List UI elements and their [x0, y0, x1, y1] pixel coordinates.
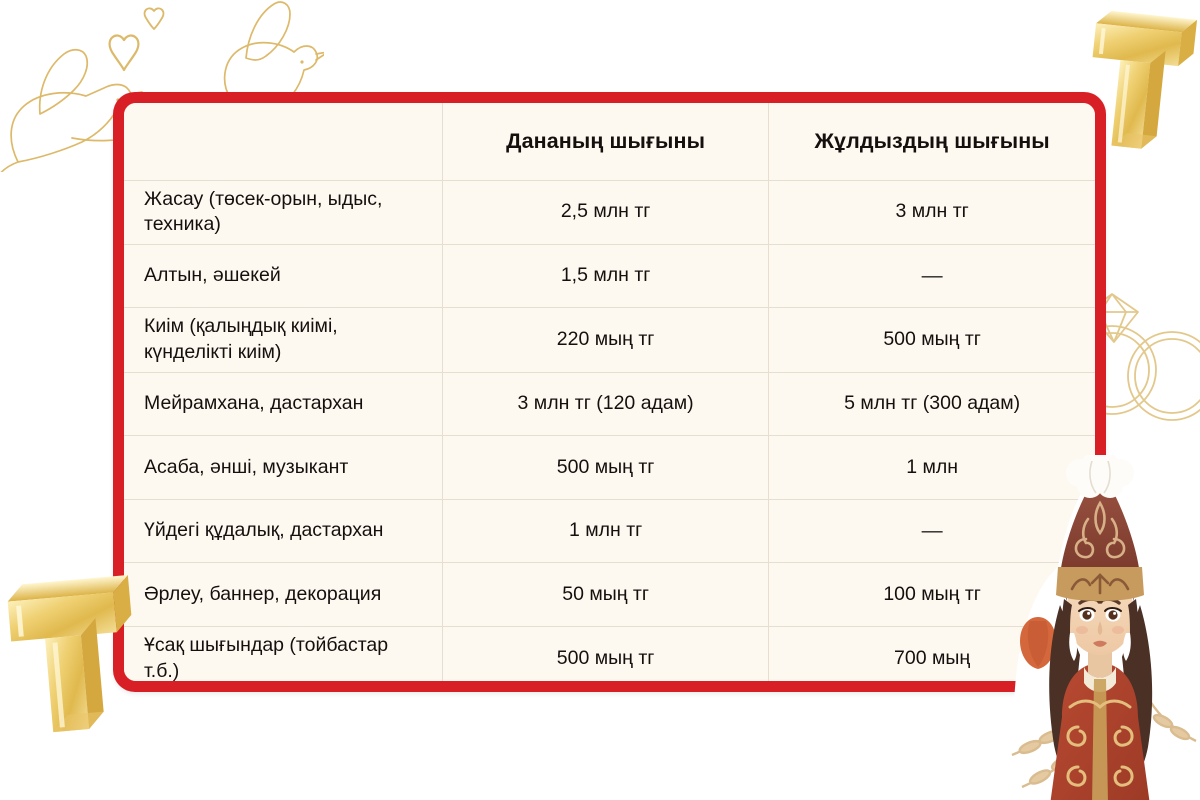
table-row: [124, 436, 1095, 500]
row-label: Алтын, әшекей: [124, 244, 442, 308]
row-value-zhuldyz: 700 мың: [769, 626, 1095, 681]
row-value-dana: 2,5 млн тг: [442, 180, 768, 244]
table-row: [124, 372, 1095, 436]
row-value-zhuldyz: 500 мың тг: [769, 308, 1095, 372]
row-value-dana: 50 мың тг: [442, 563, 768, 627]
table-row: [124, 563, 1095, 627]
row-value-zhuldyz: —: [769, 244, 1095, 308]
row-label: Үйдегі құдалық, дастархан: [124, 499, 442, 563]
row-value-zhuldyz: 5 млн тг (300 адам): [769, 372, 1095, 436]
row-label: Әрлеу, баннер, декорация: [124, 563, 442, 627]
cost-comparison-table: [124, 103, 1095, 681]
table-inner: [124, 103, 1095, 681]
table-row: [124, 626, 1095, 681]
table-row: [124, 499, 1095, 563]
row-value-zhuldyz: 100 мың тг: [769, 563, 1095, 627]
table-body: [124, 180, 1095, 681]
row-label: Ұсақ шығындар (тойбастар т.б.): [124, 626, 442, 681]
table-row: [124, 180, 1095, 244]
table-row: [124, 244, 1095, 308]
table-row: [124, 308, 1095, 372]
row-value-zhuldyz: 3 млн тг: [769, 180, 1095, 244]
column-header-dana: Дананың шығыны: [442, 103, 768, 180]
row-value-dana: 3 млн тг (120 адам): [442, 372, 768, 436]
row-label: Жасау (төсек-орын, ыдыс, техника): [124, 180, 442, 244]
row-value-dana: 1,5 млн тг: [442, 244, 768, 308]
column-header-zhuldyz: Жұлдыздың шығыны: [769, 103, 1095, 180]
row-value-dana: 220 мың тг: [442, 308, 768, 372]
cost-comparison-table-frame: [113, 92, 1106, 692]
row-value-zhuldyz: —: [769, 499, 1095, 563]
row-value-dana: 500 мың тг: [442, 436, 768, 500]
table-header: [124, 103, 1095, 180]
column-header-category: [124, 103, 442, 180]
row-label: Мейрамхана, дастархан: [124, 372, 442, 436]
row-label: Асаба, әнші, музыкант: [124, 436, 442, 500]
row-value-zhuldyz: 1 млн: [769, 436, 1095, 500]
row-label: Киім (қалыңдық киімі, күнделікті киім): [124, 308, 442, 372]
table-header-row: [124, 103, 1095, 180]
row-value-dana: 1 млн тг: [442, 499, 768, 563]
row-value-dana: 500 мың тг: [442, 626, 768, 681]
